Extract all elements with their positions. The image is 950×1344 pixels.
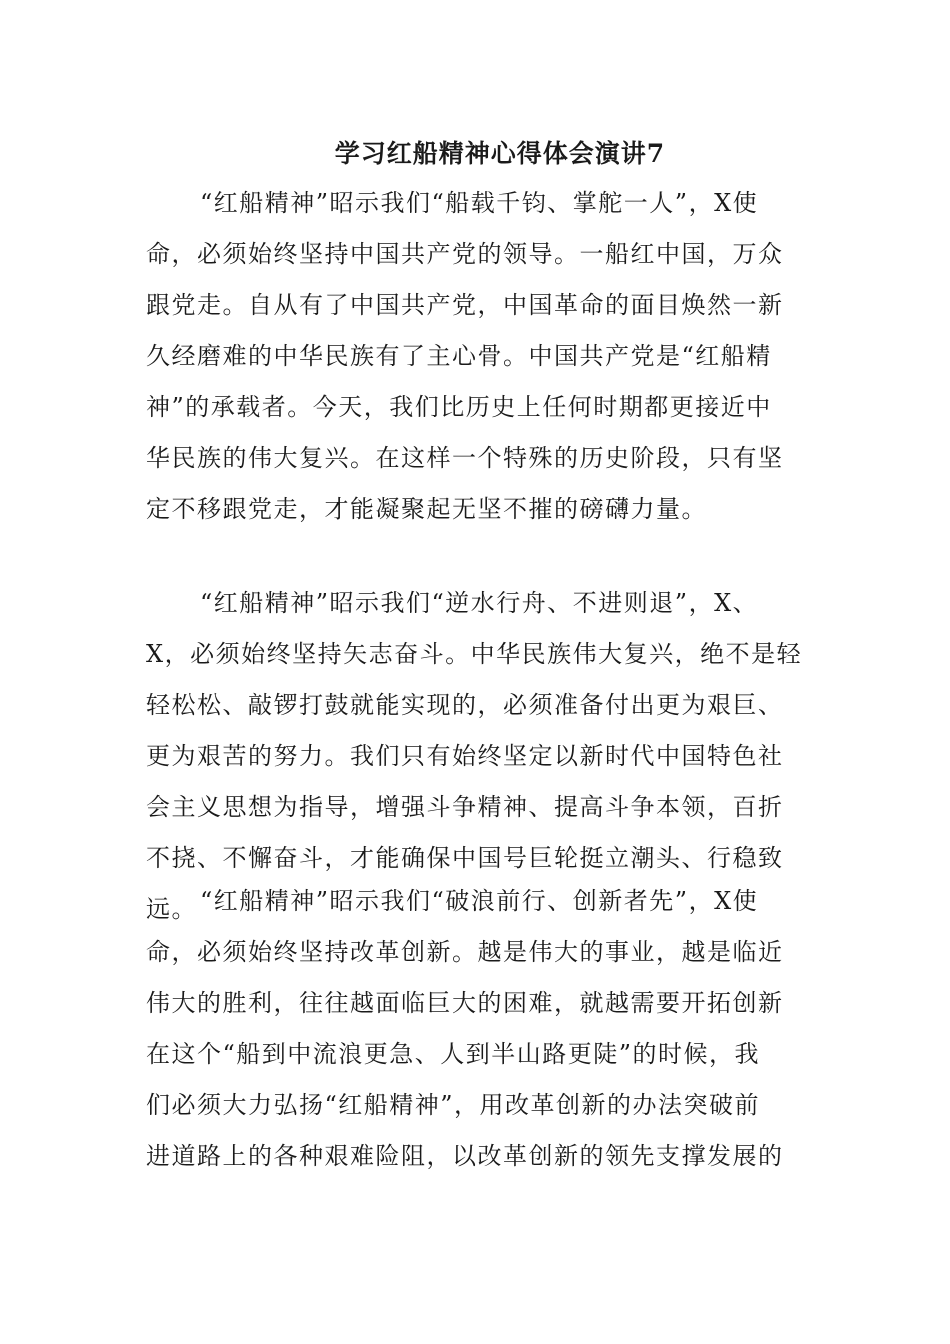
paragraph-line: “红船精神”昭示我们“逆水行舟、不进则退”，X、 xyxy=(200,589,759,617)
paragraph-line: 进道路上的各种艰难险阻，以改革创新的领先支撑发展的 xyxy=(146,1142,784,1170)
paragraph-line: 轻松松、敲锣打鼓就能实现的，必须准备付出更为艰巨、 xyxy=(146,691,784,719)
paragraph-line: 在这个“船到中流浪更急、人到半山路更陡”的时候，我 xyxy=(146,1040,761,1068)
paragraph-line: 定不移跟党走，才能凝聚起无坚不摧的磅礴力量。 xyxy=(146,495,707,523)
paragraph-line: 不挠、不懈奋斗，才能确保中国号巨轮挺立潮头、行稳致 xyxy=(146,844,784,872)
paragraph-line: 命，必须始终坚持改革创新。越是伟大的事业，越是临近 xyxy=(146,938,784,966)
paragraph-line: 会主义思想为指导，增强斗争精神、提高斗争本领，百折 xyxy=(146,793,784,821)
paragraph-line: 华民族的伟大复兴。在这样一个特殊的历史阶段，只有坚 xyxy=(146,444,784,472)
paragraph-line: X，必须始终坚持矢志奋斗。中华民族伟大复兴，绝不是轻 xyxy=(146,640,803,668)
document-title: 学习红船精神心得体会演讲7 xyxy=(334,139,666,168)
paragraph-line: “红船精神”昭示我们“船载千钧、掌舵一人”，X使 xyxy=(200,189,759,217)
paragraph-line: 们必须大力弘扬“红船精神”，用改革创新的办法突破前 xyxy=(146,1091,761,1119)
paragraph-line: 命，必须始终坚持中国共产党的领导。一船红中国，万众 xyxy=(146,240,784,268)
paragraph-line: 伟大的胜利，往往越面临巨大的困难，就越需要开拓创新 xyxy=(146,989,784,1017)
paragraph-line: 更为艰苦的努力。我们只有始终坚定以新时代中国特色社 xyxy=(146,742,784,770)
paragraph-1 xyxy=(146,178,806,535)
paragraph-line: 跟党走。自从有了中国共产党，中国革命的面目焕然一新 xyxy=(146,291,784,319)
paragraph-line: 远。 xyxy=(146,895,197,923)
paragraph-line: 久经磨难的中华民族有了主心骨。中国共产党是“红船精 xyxy=(146,342,772,370)
paragraph-3 xyxy=(146,876,806,1182)
paragraph-line: “红船精神”昭示我们“破浪前行、创新者先”，X使 xyxy=(200,887,759,915)
paragraph-line: 神”的承载者。今天，我们比历史上任何时期都更接近中 xyxy=(146,393,772,421)
